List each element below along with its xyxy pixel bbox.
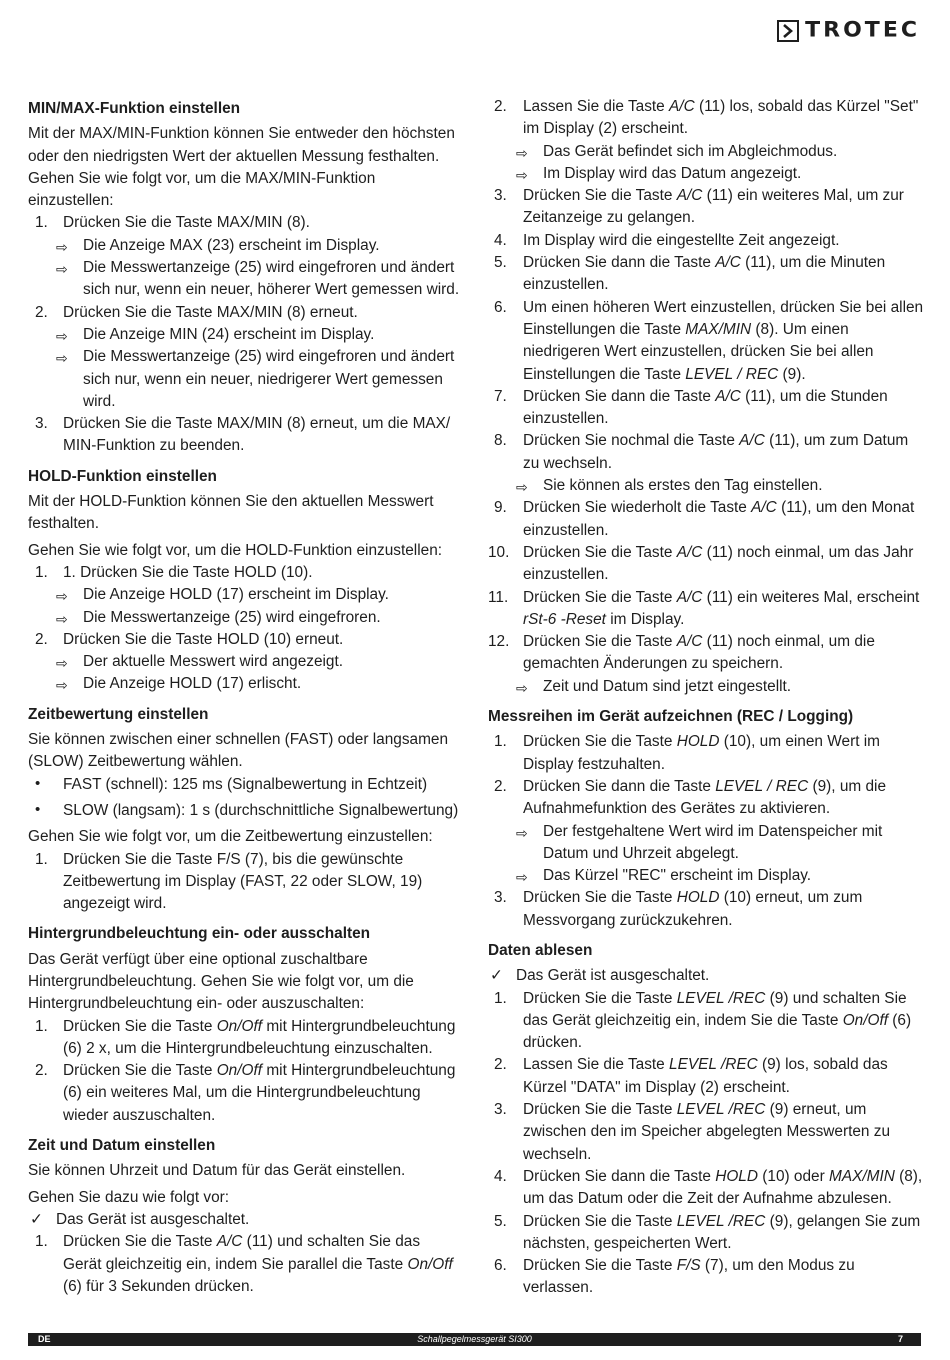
arrow-right-icon: ⇨ (56, 238, 68, 255)
arrow-right-icon: ⇨ (56, 350, 68, 367)
footer-title: Schallpegelmessgerät SI300 (417, 1334, 532, 1344)
section-heading: Zeitbewertung einstellen (28, 705, 209, 723)
result-item: ⇨ Die Anzeige HOLD (17) erlischt. (28, 673, 460, 695)
list-item: 6. Drücken Sie die Taste F/S (7), um den Modus zu verlassen. (494, 1257, 855, 1297)
arrow-right-icon: ⇨ (56, 655, 68, 672)
list-item: 2. Drücken Sie die Taste MAX/MIN (8) erneut. (35, 303, 358, 321)
list-item: 1. Drücken Sie die Taste On/Off mit Hintergrundbeleuchtung (6) 2 x, um die Hintergrundbeleuchtung einzuschalten. (35, 1017, 456, 1057)
section-heading: Daten ablesen (488, 941, 593, 959)
section-heading: Hintergrundbeleuchtung ein- oder ausschalten (28, 925, 371, 943)
result-item: ⇨ Die Anzeige HOLD (17) erscheint im Display. (28, 584, 460, 606)
arrow-right-icon: ⇨ (516, 166, 528, 183)
result-item: ⇨ Die Messwertanzeige (25) wird eingefroren. (28, 607, 460, 629)
arrow-right-icon: ⇨ (56, 610, 68, 627)
list-item: 1. Drücken Sie die Taste LEVEL /REC (9) und schalten Sie das Gerät gleichzeitig ein, indem Sie die Taste On/Off (6) drücken. (494, 989, 912, 1052)
right-column (488, 96, 928, 1300)
list-item: 4. Im Display wird die eingestellte Zeit angezeigt. (494, 231, 840, 249)
list-item: 1. Drücken Sie die Taste HOLD (10), um einen Wert im Display festzuhalten. (494, 733, 880, 773)
list-item: 7. Drücken Sie dann die Taste A/C (11), um die Stunden einzustellen. (494, 387, 888, 428)
paragraph: Sie können Uhrzeit und Datum für das Gerät einstellen. (28, 1162, 406, 1180)
list-item: 2. Drücken Sie die Taste HOLD (10) erneut. (35, 630, 344, 648)
list-item: 8. Drücken Sie nochmal die Taste A/C (11), um zum Datum zu wechseln. (494, 432, 909, 472)
checkmark-icon: ✓ (30, 1210, 43, 1228)
list-item: 2. Drücken Sie die Taste On/Off mit Hintergrundbeleuchtung (6) ein weiteres Mal, um die Hintergrundbeleuchtung wieder auszuschalten. (35, 1062, 456, 1124)
list-item: 10. Drücken Sie die Taste A/C (11) noch einmal, um das Jahr einzustellen. (488, 543, 914, 584)
list-item: 5. Drücken Sie die Taste LEVEL /REC (9), gelangen Sie zum nächsten, gespeicherten Wert. (494, 1212, 921, 1252)
section-heading: Messreihen im Gerät aufzeichnen (REC / Logging) (488, 708, 854, 726)
list-item: 2. Drücken Sie dann die Taste LEVEL / REC (9), um die Aufnahmefunktion des Gerätes zu aktivieren. (494, 777, 887, 818)
paragraph: Gehen Sie wie folgt vor, um die MAX/MIN-Funktion einzustellen: (28, 169, 376, 210)
left-column (28, 96, 460, 1298)
result-item: ⇨ Zeit und Datum sind jetzt eingestellt. (488, 676, 928, 698)
page-footer (28, 1333, 921, 1346)
section-heading: Zeit und Datum einstellen (28, 1137, 216, 1155)
paragraph: Gehen Sie wie folgt vor, um die HOLD-Funktion einzustellen: (28, 541, 443, 559)
result-item: ⇨ Die Messwertanzeige (25) wird eingefroren und ändert sich nur, wenn ein neuer, niedrigerer Wert gemessen wird. (56, 348, 455, 410)
result-item: ⇨ Das Gerät befindet sich im Abgleichmodus. (488, 141, 928, 163)
list-item: 3. Drücken Sie die Taste A/C (11) ein weiteres Mal, um zur Zeitanzeige zu gelangen. (494, 187, 904, 227)
list-item: 1. Drücken Sie die Taste MAX/MIN (8). (35, 214, 310, 232)
arrow-right-icon: ⇨ (516, 144, 528, 161)
list-item: 1. Drücken Sie die Taste A/C (11) und schalten Sie das Gerät gleichzeitig ein, indem Sie parallel die Taste On/Off (6) für 3 Sekunden drücken. (35, 1233, 453, 1295)
arrow-right-icon: ⇨ (56, 327, 68, 344)
arrow-right-icon: ⇨ (56, 261, 68, 278)
result-item: ⇨ Im Display wird das Datum angezeigt. (488, 163, 928, 185)
list-item: 3. Drücken Sie die Taste MAX/MIN (8) erneut, um die MAX/ MIN-Funktion zu beenden. (35, 415, 451, 455)
result-item: ⇨ Der festgehaltene Wert wird im Datenspeicher mit Datum und Uhrzeit abgelegt. (516, 822, 883, 862)
arrow-right-icon: ⇨ (56, 588, 68, 605)
list-item: 12. Drücken Sie die Taste A/C (11) noch einmal, um die gemachten Änderungen zu speichern. (488, 633, 875, 673)
bullet-item: • FAST (schnell): 125 ms (Signalbewertung in Echtzeit) (35, 774, 428, 793)
paragraph: Gehen Sie dazu wie folgt vor: (28, 1188, 230, 1206)
result-item: ⇨ Die Messwertanzeige (25) wird eingefroren und ändert sich nur, wenn ein neuer, höherer Wert gemessen wird. (56, 259, 460, 299)
list-item: 2. Lassen Sie die Taste A/C (11) los, sobald das Kürzel "Set" im Display (2) erscheint. (494, 98, 919, 138)
result-item: ⇨ Das Kürzel "REC" erscheint im Display. (488, 865, 928, 887)
paragraph: Mit der MAX/MIN-Funktion können Sie entweder den höchsten oder den niedrigsten Wert der aktuellen Messung festhalten. (28, 125, 455, 165)
page-number: 7 (897, 1334, 903, 1344)
trotec-logo (777, 18, 920, 43)
result-item: ⇨ Die Anzeige MIN (24) erscheint im Display. (28, 324, 460, 346)
paragraph: Sie können zwischen einer schnellen (FAST) oder langsamen (SLOW) Zeitbewertung wählen. (28, 731, 449, 771)
paragraph: Das Gerät verfügt über eine optional zuschaltbare Hintergrundbeleuchtung. Gehen Sie wie folgt vor, um die Hintergrundbeleuchtung ein- oder auszuschalten: (28, 950, 414, 1013)
result-item: ⇨ Der aktuelle Messwert wird angezeigt. (28, 651, 460, 673)
precondition-item: ✓ Das Gerät ist ausgeschaltet. (488, 965, 928, 987)
arrow-right-icon: ⇨ (516, 679, 528, 696)
list-item: 9. Drücken Sie wiederholt die Taste A/C (11), um den Monat einzustellen. (494, 499, 915, 539)
section-heading: HOLD-Funktion einstellen (28, 467, 217, 485)
list-item: 2. Lassen Sie die Taste LEVEL /REC (9) los, sobald das Kürzel "DATA" im Display (2) erscheint. (494, 1056, 888, 1096)
arrow-right-icon: ⇨ (516, 869, 528, 886)
result-item: ⇨ Sie können als erstes den Tag einstellen. (488, 475, 928, 497)
list-item: 1. Drücken Sie die Taste F/S (7), bis die gewünschte Zeitbewertung im Display (FAST, 22 oder SLOW, 19) angezeigt wird. (35, 850, 423, 913)
arrow-right-icon: ⇨ (516, 479, 528, 496)
section-heading: MIN/MAX-Funktion einstellen (28, 100, 241, 117)
list-item: 6. Um einen höheren Wert einzustellen, drücken Sie bei allen Einstellungen die Taste MAX/MIN (8). Um einen niedrigeren Wert einzustellen, drücken Sie bei allen Einstellungen die Taste LEVEL / REC (9). (494, 298, 924, 383)
paragraph: Mit der HOLD-Funktion können Sie den aktuellen Messwert festhalten. (28, 493, 434, 533)
list-item: 4. Drücken Sie dann die Taste HOLD (10) oder MAX/MIN (8), um das Datum oder die Zeit der Aufnahme abzulesen. (494, 1167, 923, 1208)
paragraph: Gehen Sie wie folgt vor, um die Zeitbewertung einzustellen: (28, 828, 433, 846)
arrow-right-icon: ⇨ (516, 824, 528, 841)
logo-text: TROTEC (805, 18, 920, 43)
list-item: 5. Drücken Sie dann die Taste A/C (11), um die Minuten einzustellen. (494, 254, 886, 294)
arrow-right-icon: ⇨ (56, 677, 68, 694)
result-item: ⇨ Die Anzeige MAX (23) erscheint im Display. (28, 235, 460, 257)
list-item: 11. Drücken Sie die Taste A/C (11) ein weiteres Mal, erscheint rSt-6 -Reset im Display. (488, 588, 920, 628)
precondition-item: ✓ Das Gerät ist ausgeschaltet. (28, 1209, 460, 1231)
list-item: 3. Drücken Sie die Taste HOLD (10) erneut, um zum Messvorgang zurückzukehren. (494, 889, 863, 929)
logo-chevron-icon (777, 20, 799, 42)
list-item: 1. 1. Drücken Sie die Taste HOLD (10). (35, 563, 313, 581)
bullet-item: • SLOW (langsam): 1 s (durchschnittliche Signalbewertung) (35, 800, 459, 819)
checkmark-icon: ✓ (490, 967, 503, 985)
footer-language: DE (38, 1334, 51, 1344)
list-item: 3. Drücken Sie die Taste LEVEL /REC (9) erneut, um zwischen den im Speicher abgelegten Messwerten zu wechseln. (494, 1101, 891, 1163)
